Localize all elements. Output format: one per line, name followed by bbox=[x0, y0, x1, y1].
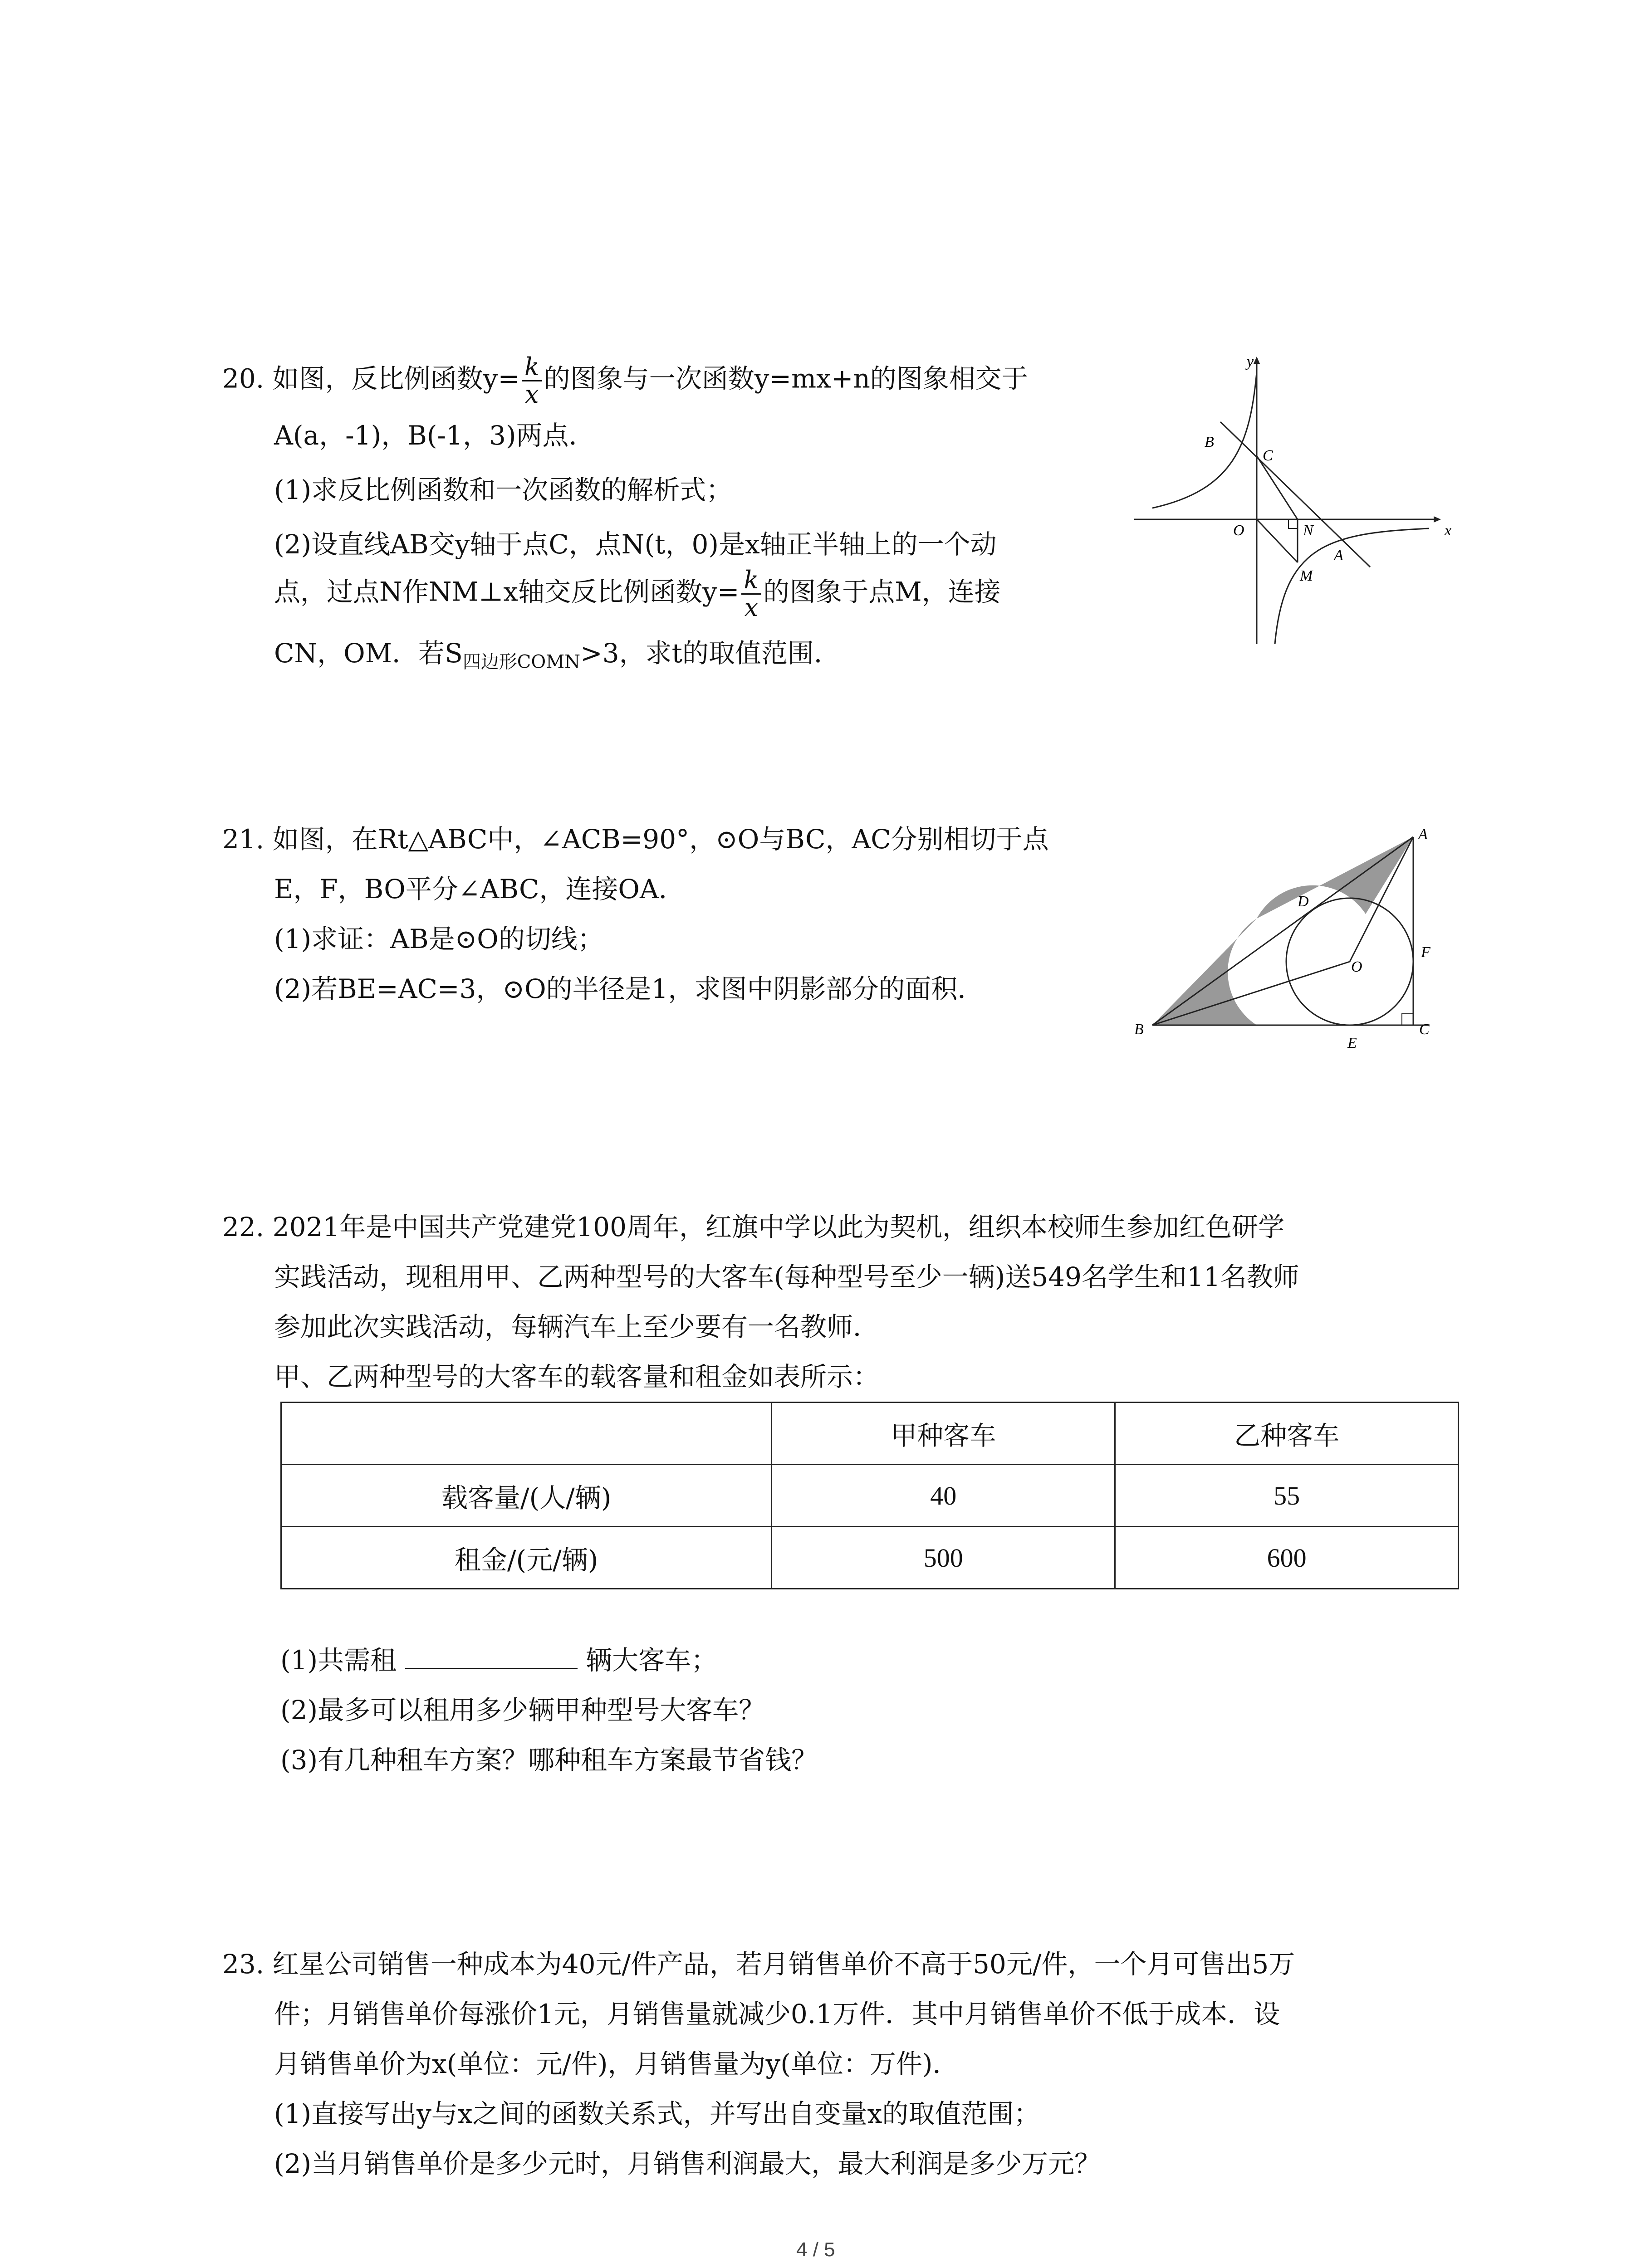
q20-figure bbox=[1134, 354, 1452, 644]
label-f: F bbox=[1421, 944, 1430, 961]
label-c: C bbox=[1419, 1021, 1430, 1038]
segment-bo bbox=[1152, 962, 1350, 1025]
q20-line-1-text-b: 的图象与一次函数y=mx+n的图象相交于 bbox=[544, 363, 1028, 394]
q22-sub-2: (2)最多可以租用多少辆甲种型号大客车？ bbox=[280, 1695, 765, 1725]
q20-line-5-text-b: 的图象于点M，连接 bbox=[763, 576, 1001, 607]
table-cell: 55 bbox=[1115, 1465, 1459, 1527]
q20-line-6 bbox=[274, 635, 840, 680]
table-row bbox=[281, 1465, 1459, 1527]
q22-line-2: 实践活动，现租用甲、乙两种型号的大客车(每种型号至少一辆)送549名学生和11名教师 bbox=[274, 1261, 1299, 1292]
label-y: y bbox=[1247, 354, 1254, 370]
side-ab bbox=[1152, 837, 1413, 1025]
right-angle-mark bbox=[1288, 519, 1298, 528]
table-header-cell bbox=[281, 1403, 772, 1465]
q20-line-5-text: 点，过点N作NM⊥x轴交反比例函数y= bbox=[274, 576, 740, 607]
table-cell: 40 bbox=[772, 1465, 1115, 1527]
q21-line-3: (1)求证：AB是⊙O的切线； bbox=[274, 924, 604, 954]
fraction-denominator: x bbox=[525, 380, 539, 409]
rental-table bbox=[280, 1402, 1459, 1589]
q20-line-2: A(a，-1)，B(-1，3)两点． bbox=[274, 420, 595, 451]
q22-line-1: 22. 2021年是中国共产党建党100周年，红旗中学以此为契机，组织本校师生参加红色研学 bbox=[222, 1212, 1284, 1242]
label-b: B bbox=[1134, 1021, 1144, 1038]
q20-line-4: (2)设直线AB交y轴于点C，点N(t，0)是x轴正半轴上的一个动 bbox=[274, 529, 997, 560]
q22-sub-3: (3)有几种租车方案？哪种租车方案最节省钱？ bbox=[280, 1745, 818, 1775]
shaded-region-lower bbox=[1152, 919, 1257, 1025]
segment-cn bbox=[1257, 456, 1298, 519]
q23-line-1: 23. 红星公司销售一种成本为40元/件产品，若月销售单价不高于50元/件，一个月可售出5万 bbox=[222, 1949, 1295, 1980]
label-n: N bbox=[1303, 522, 1313, 539]
shaded-region-upper bbox=[1257, 837, 1413, 919]
table-cell: 600 bbox=[1115, 1527, 1459, 1589]
label-x: x bbox=[1445, 522, 1452, 539]
q22-sub-1 bbox=[280, 1642, 717, 1678]
q20-fraction-1 bbox=[522, 354, 542, 408]
label-d: D bbox=[1298, 893, 1309, 910]
q20-line-5 bbox=[274, 567, 1001, 621]
y-axis-arrow bbox=[1254, 357, 1260, 364]
q22-line-3: 参加此次实践活动，每辆汽车上至少要有一名教师． bbox=[274, 1311, 880, 1342]
fraction-denominator: x bbox=[744, 593, 759, 622]
q20-fraction-2 bbox=[741, 567, 762, 621]
label-a: A bbox=[1334, 547, 1343, 564]
table-cell: 载客量/(人/辆) bbox=[281, 1465, 772, 1527]
label-o: O bbox=[1233, 522, 1244, 539]
q20-line-1-text: 20. 如图，反比例函数y= bbox=[222, 363, 520, 394]
page-number: 4 / 5 bbox=[796, 2239, 835, 2261]
label-b: B bbox=[1205, 434, 1214, 450]
q21-line-2: E，F，BO平分∠ABC，连接OA． bbox=[274, 874, 685, 904]
q20-line-1 bbox=[222, 354, 1028, 408]
label-o: O bbox=[1351, 958, 1362, 975]
label-m: M bbox=[1300, 567, 1313, 584]
table-row bbox=[281, 1527, 1459, 1589]
q21-line-1: 21. 如图，在Rt△ABC中，∠ACB=90°，⊙O与BC，AC分别相切于点 bbox=[222, 824, 1049, 855]
q23-line-4: (1)直接写出y与x之间的函数关系式，并写出自变量x的取值范围； bbox=[274, 2098, 1040, 2129]
right-angle-mark bbox=[1402, 1014, 1413, 1025]
q23-line-3: 月销售单价为x(单位：元/件)，月销售量为y(单位：万件)． bbox=[274, 2048, 959, 2079]
q22-line-4: 甲、乙两种型号的大客车的载客量和租金如表所示： bbox=[274, 1361, 880, 1392]
label-e: E bbox=[1347, 1035, 1357, 1051]
answer-blank[interactable] bbox=[405, 1642, 578, 1669]
x-axis-arrow bbox=[1434, 516, 1441, 523]
table-header-cell: 甲种客车 bbox=[772, 1403, 1115, 1465]
q20-line-6-text: CN，OM．若S bbox=[274, 638, 463, 669]
table-cell: 租金/(元/辆) bbox=[281, 1527, 772, 1589]
label-c: C bbox=[1263, 447, 1273, 464]
segment-om bbox=[1257, 519, 1298, 562]
table-header-row bbox=[281, 1403, 1459, 1465]
q23-line-5: (2)当月销售单价是多少元时，月销售利润最大，最大利润是多少万元？ bbox=[274, 2148, 1101, 2179]
table-header-cell: 乙种客车 bbox=[1115, 1403, 1459, 1465]
q23-line-2: 件；月销售单价每涨价1元，月销售量就减少0.1万件．其中月销售单价不低于成本．设 bbox=[274, 1999, 1280, 2029]
fraction-numerator: k bbox=[522, 354, 542, 381]
q21-figure bbox=[1130, 826, 1456, 1052]
label-a: A bbox=[1418, 826, 1428, 843]
q20-subscript: 四边形COMN bbox=[462, 651, 581, 673]
q22-sub-1-post: 辆大客车； bbox=[586, 1645, 718, 1676]
q20-line-3: (1)求反比例函数和一次函数的解析式； bbox=[274, 474, 733, 505]
q21-line-4: (2)若BE=AC=3，⊙O的半径是1，求图中阴影部分的面积． bbox=[274, 973, 984, 1004]
q22-sub-1-pre: (1)共需租 bbox=[280, 1645, 397, 1676]
line-ab bbox=[1220, 422, 1370, 567]
fraction-numerator: k bbox=[741, 567, 762, 595]
table-cell: 500 bbox=[772, 1527, 1115, 1589]
q20-line-6-text-b: >3，求t的取值范围． bbox=[580, 638, 840, 669]
